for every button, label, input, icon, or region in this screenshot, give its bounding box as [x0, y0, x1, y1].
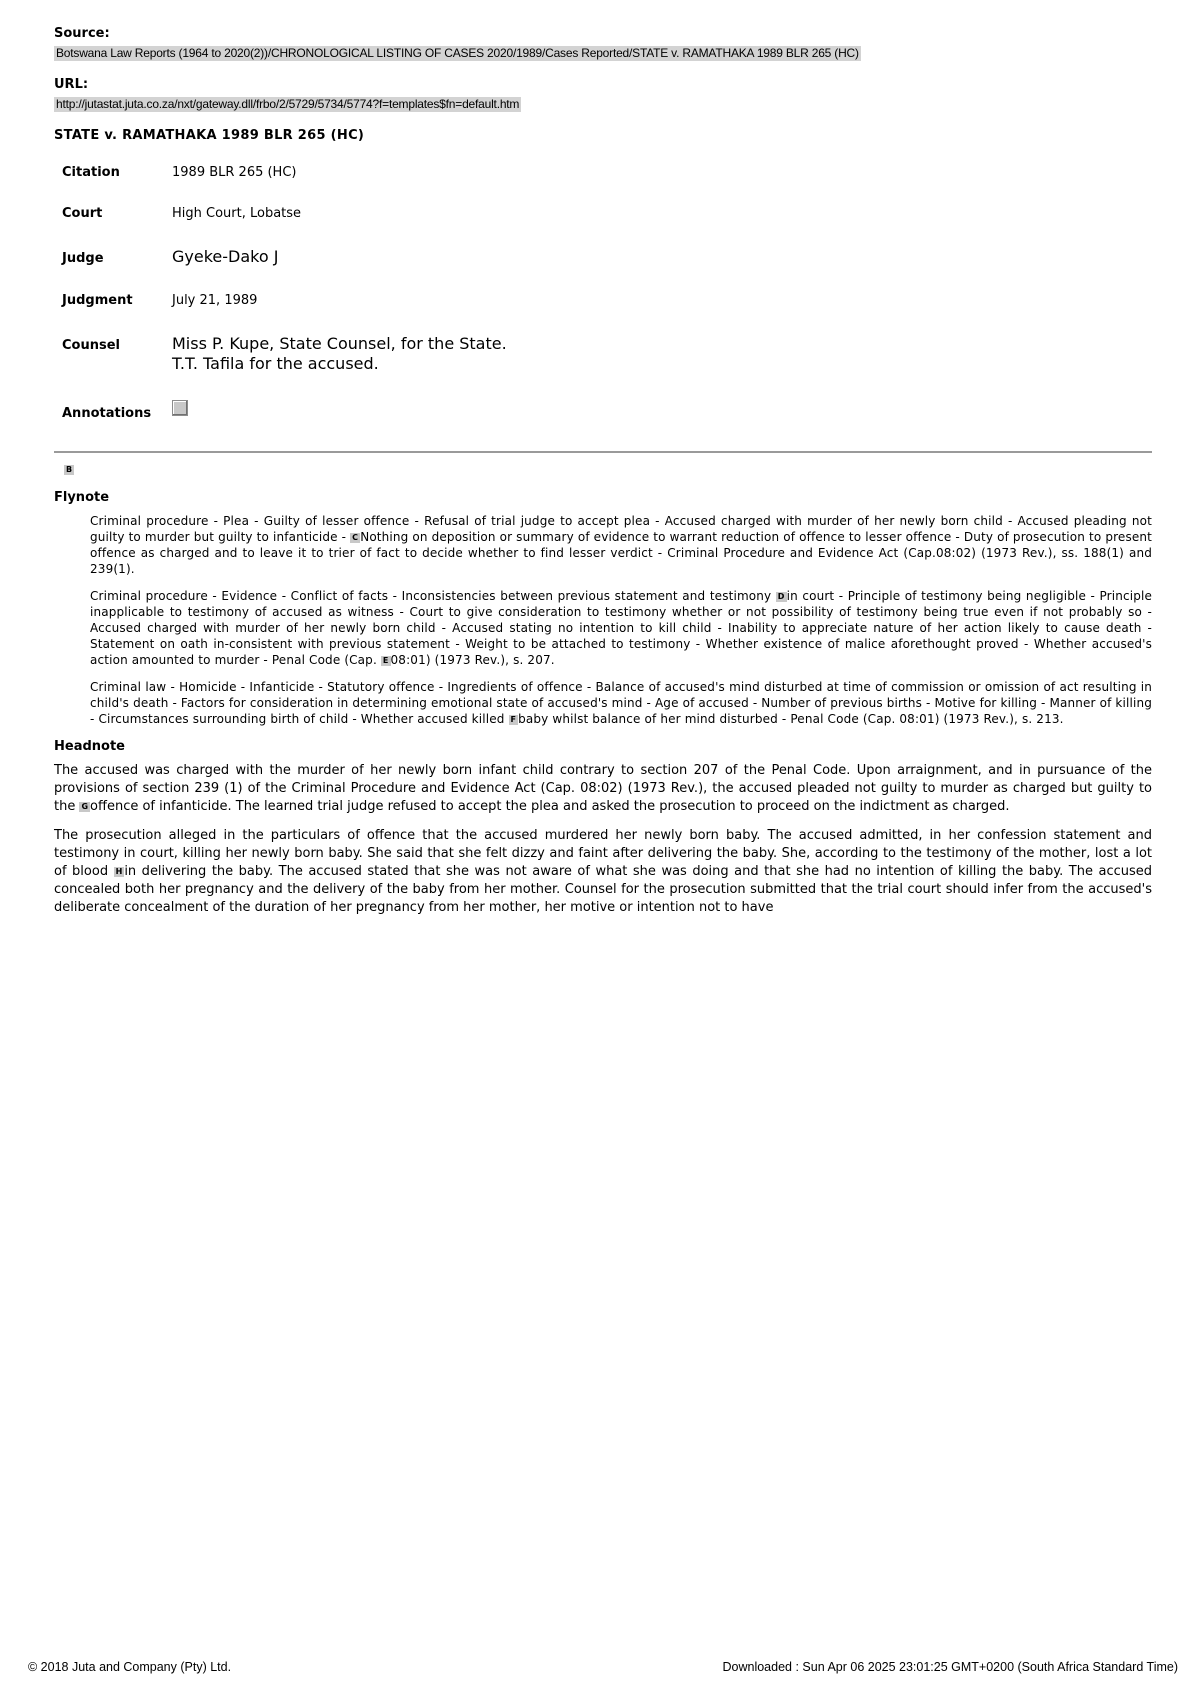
case-title: STATE v. RAMATHAKA 1989 BLR 265 (HC) [54, 128, 365, 143]
page-marker-e: E [382, 655, 389, 665]
judgment-row [54, 293, 507, 308]
citation-row [54, 165, 507, 180]
counsel-accused: T.T. Tafila for the accused. [172, 354, 379, 373]
case-metadata-table [54, 165, 507, 421]
court-label: Court [62, 206, 103, 221]
url-value[interactable]: http://jutastat.juta.co.za/nxt/gateway.dll/frbo/2/5729/5734/5774?f=templates$fn=default.htm [56, 97, 520, 111]
source-label: Source: [54, 26, 110, 41]
headnote-paragraph-2: The prosecution alleged in the particulars of offence that the accused murdered her newly born baby. The accused admitted, in her confession statement and testimony in court, killing her newly born baby. She said that she felt dizzy and faint after delivering the baby. She, according to the testimony of the mother, lost a lot of blood H in delivering the baby. The accused stated that she was not aware of what she was doing and that she had no intention of killing the baby. The accused concealed both her pregnancy and the delivery of the baby from her mother. Counsel for the prosecution submitted that the trial court should infer from the accused's deliberate concealment of the duration of her pregnancy from her mother, her motive or intention not to have [54, 828, 1152, 915]
page-marker-g: G [81, 801, 89, 811]
page-marker-d: D [777, 591, 785, 601]
flynote-paragraph-2: Criminal procedure - Evidence - Conflict of facts - Inconsistencies between previous statement and testimony D in court - Principle of testimony being negligible - Principle inapplicable to testimony of accused as witness - Court to give consideration to testimony whether or not possibility of testimony being true even if not probably so - Accused charged with murder of her newly born child - Accused stating no intention to kill child - Inability to appreciate nature of her action likely to cause death - Statement on oath in-consistent with previous statement - Weight to be attached to testimony - Whether existence of malice aforethought proved - Whether accused's action amounted to murder - Penal Code (Cap. E 08:01) (1973 Rev.), s. 207. [90, 589, 1152, 667]
flynote-paragraph-3: Criminal law - Homicide - Infanticide - Statutory offence - Ingredients of offence - Balance of accused's mind disturbed at time of commission or omission of act resulting in child's death - Factors for consideration in determining emotional state of accused's mind - Age of accused - Number of previous births - Motive for killing - Manner of killing - Circumstances surrounding birth of child - Whether accused killed F baby whilst balance of her mind disturbed - Penal Code (Cap. 08:01) (1973 Rev.), s. 213. [90, 680, 1152, 726]
url-label: URL: [54, 77, 89, 92]
footer-copyright: © 2018 Juta and Company (Pty) Ltd. [28, 1660, 232, 1674]
court-row [54, 206, 507, 221]
judge-value: Gyeke-Dako J [172, 247, 279, 266]
page-marker-c: C [352, 532, 359, 542]
flynote-paragraph-1: Criminal procedure - Plea - Guilty of lesser offence - Refusal of trial judge to accept plea - Accused charged with murder of her newly born child - Accused pleading not guilty to murder but guilty to infanticide - C Nothing on deposition or summary of evidence to warrant reduction of offence to lesser offence - Duty of prosecution to present offence as charged and to leave it to trier of fact to decide whether to find lesser verdict - Criminal Procedure and Evidence Act (Cap.08:02) (1973 Rev.), ss. 188(1) and 239(1). [90, 514, 1153, 576]
flynote-section [54, 490, 1152, 727]
annotations-checkbox[interactable] [172, 400, 188, 416]
counsel-row [54, 334, 507, 374]
section-divider [54, 451, 1152, 453]
page-marker-b: B [66, 464, 73, 474]
footer-downloaded: Downloaded : Sun Apr 06 2025 23:01:25 GMT+0200 (South Africa Standard Time) [722, 1660, 1178, 1674]
court-value: High Court, Lobatse [172, 206, 302, 221]
judge-label: Judge [62, 251, 104, 266]
headnote-paragraph-1: The accused was charged with the murder of her newly born infant child contrary to section 207 of the Penal Code. Upon arraignment, and in pursuance of the provisions of section 239 (1) of the Criminal Procedure and Evidence Act (Cap. 08:02) (1973 Rev.), the accused pleaded not guilty to murder as charged but guilty to the G offence of infanticide. The learned trial judge refused to accept the plea and asked the prosecution to proceed on the indictment as charged. [54, 763, 1152, 814]
judgment-label: Judgment [62, 293, 133, 308]
citation-label: Citation [62, 165, 120, 180]
headnote-heading: Headnote [54, 739, 125, 754]
annotations-row [54, 400, 507, 421]
counsel-label: Counsel [62, 338, 120, 353]
headnote-section [54, 739, 1152, 917]
counsel-value [172, 334, 507, 374]
citation-value: 1989 BLR 265 (HC) [172, 165, 297, 180]
document-page [54, 26, 1152, 928]
page-marker-h: H [115, 866, 123, 876]
source-value: Botswana Law Reports (1964 to 2020(2))/CHRONOLOGICAL LISTING OF CASES 2020/1989/Cases Reported/STATE v. RAMATHAKA 1989 BLR 265 (HC) [56, 46, 859, 60]
counsel-state: Miss P. Kupe, State Counsel, for the State. [172, 334, 507, 353]
annotations-label: Annotations [62, 406, 152, 421]
judgment-value: July 21, 1989 [172, 293, 258, 308]
judge-row [54, 247, 507, 267]
flynote-heading: Flynote [54, 490, 110, 505]
page-marker-f: F [510, 714, 517, 724]
